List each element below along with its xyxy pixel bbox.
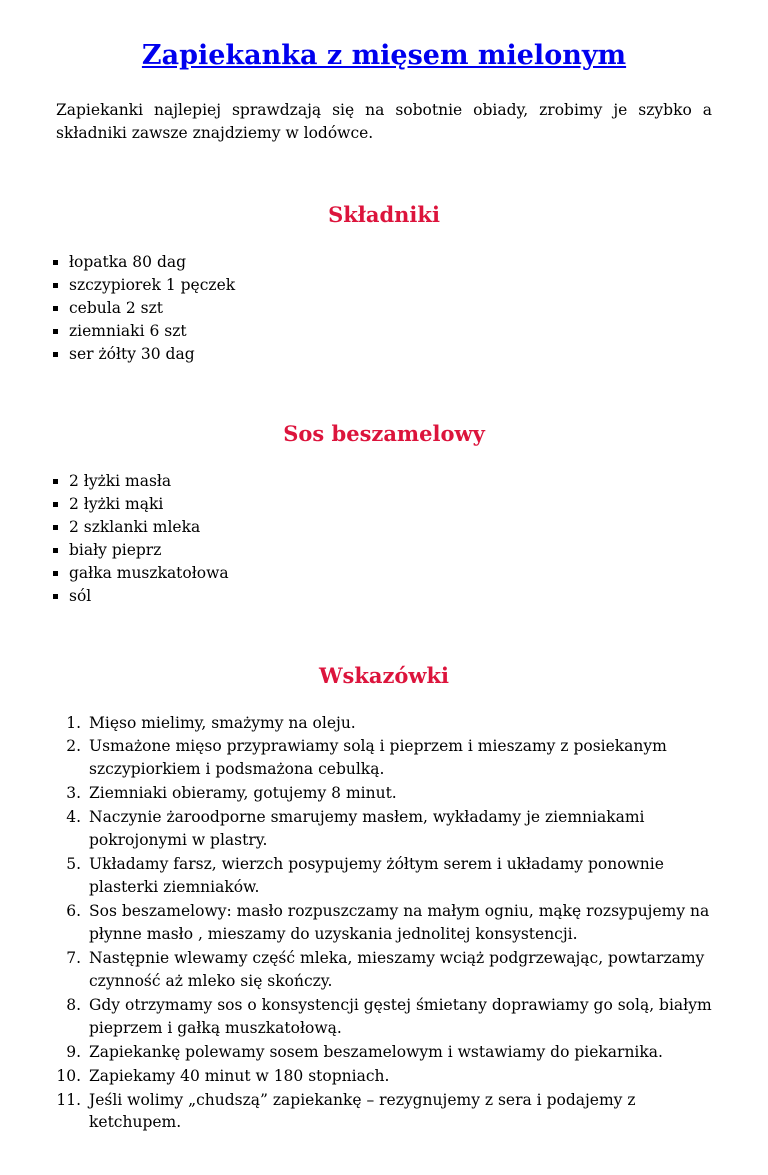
ingredient-item: ▪ cebula 2 szt: [69, 297, 712, 319]
ingredient-item: ▪ łopatka 80 dag: [69, 251, 712, 273]
instruction-step: 7. Następnie wlewamy część mleka, mieszamy wciąż podgrzewając, powtarzamy czynność aż mleko się skończy.: [86, 947, 712, 993]
sauce-ingredient-item: ▪ sól: [69, 585, 712, 607]
ingredients-list: [56, 251, 712, 365]
instruction-step: 5. Układamy farsz, wierzch posypujemy żółtym serem i układamy ponownie plasterki ziemniaków.: [86, 853, 712, 899]
page-title: [56, 40, 712, 71]
sauce-ingredient-item: ▪ 2 łyżki mąki: [69, 493, 712, 515]
sauce-ingredient-item: ▪ biały pieprz: [69, 539, 712, 561]
instruction-step: 6. Sos beszamelowy: masło rozpuszczamy na małym ogniu, mąkę rozsypujemy na płynne masło , mieszamy do uzyskania jednolitej konsystencji.: [86, 900, 712, 946]
instruction-step: 9. Zapiekankę polewamy sosem beszamelowym i wstawiamy do piekarnika.: [86, 1041, 712, 1064]
sauce-ingredient-item: ▪ 2 szklanki mleka: [69, 516, 712, 538]
sauce-ingredient-item: ▪ 2 łyżki masła: [69, 470, 712, 492]
section-heading-skladniki: Składniki: [328, 201, 440, 227]
section-heading-wskazowki: Wskazówki: [318, 662, 450, 688]
instruction-step: 3. Ziemniaki obieramy, gotujemy 8 minut.: [86, 782, 712, 805]
page-title-link[interactable]: Zapiekanka z mięsem mielonym: [141, 40, 627, 71]
sauce-ingredients-list: [56, 470, 712, 607]
instruction-step: 1. Mięso mielimy, smażymy na oleju.: [86, 712, 712, 735]
instruction-step: 8. Gdy otrzymamy sos o konsystencji gęstej śmietany doprawiamy go solą, białym pieprzem i gałką muszkatołową.: [86, 994, 712, 1040]
instruction-step: 2. Usmażone mięso przyprawiamy solą i pieprzem i mieszamy z posiekanym szczypiorkiem i podsmażona cebulką.: [86, 735, 712, 781]
instruction-step: 4. Naczynie żaroodporne smarujemy masłem, wykładamy je ziemniakami pokrojonymi w plastry.: [86, 806, 712, 852]
instructions-list: [56, 712, 712, 1135]
sauce-ingredient-item: ▪ gałka muszkatołowa: [69, 562, 712, 584]
ingredient-item: ▪ ser żółty 30 dag: [69, 343, 712, 365]
ingredient-item: ▪ ziemniaki 6 szt: [69, 320, 712, 342]
section-heading-sos: Sos beszamelowy: [283, 420, 485, 446]
intro-paragraph: Zapiekanki najlepiej sprawdzają się na sobotnie obiady, zrobimy je szybko a składniki zawsze znajdziemy w lodówce.: [56, 101, 712, 143]
instruction-step: 11. Jeśli wolimy „chudszą” zapiekankę – rezygnujemy z sera i podajemy z ketchupem.: [86, 1089, 712, 1135]
ingredient-item: ▪ szczypiorek 1 pęczek: [69, 274, 712, 296]
instruction-step: 10. Zapiekamy 40 minut w 180 stopniach.: [86, 1065, 712, 1088]
